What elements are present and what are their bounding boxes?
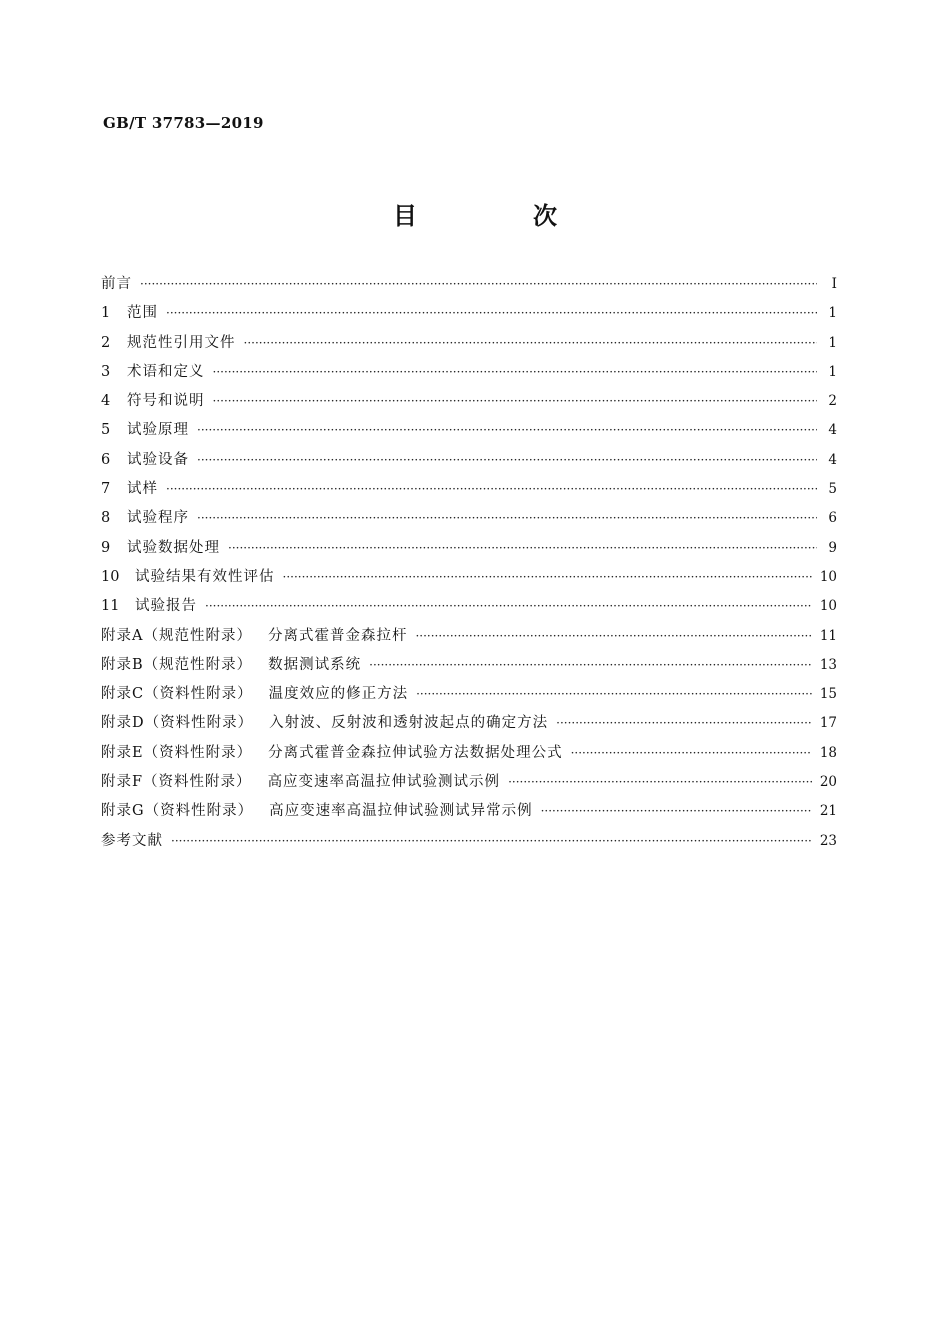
toc-entry[interactable] [101,709,837,738]
toc-entry[interactable] [101,563,837,592]
toc-entry[interactable] [101,270,837,299]
toc-leader-dots [197,416,817,445]
toc-entry-page: 1 [828,334,837,351]
toc-entry[interactable] [101,651,837,680]
toc-leader-dots [508,768,812,797]
toc-entry[interactable] [101,739,837,768]
toc-leader-dots [541,797,812,826]
toc-entry[interactable] [101,446,837,475]
toc-leader-dots [556,709,812,738]
toc-entry[interactable] [101,534,837,563]
toc-entry-title: 试验结果有效性评估 [135,568,275,585]
toc-leader-dots [205,592,812,621]
toc-entry[interactable] [101,416,837,445]
toc-leader-dots [416,680,812,709]
toc-entry-title: 试验报告 [135,598,197,615]
toc-entry-title: 参考文献 [101,832,163,849]
toc-leader-dots [166,299,817,328]
toc-entry-title: 规范性引用文件 [127,334,236,351]
toc-entry-label [101,387,205,416]
toc-entry-title: 入射波、反射波和透射波起点的确定方法 [269,715,549,732]
toc-entry-page: 18 [819,744,837,761]
toc-entry-label [101,622,407,651]
toc-entry-page: 15 [819,686,837,703]
toc-entry-number: 7 [101,481,111,498]
toc-entry-title: 试验设备 [127,451,189,468]
toc-entry-page: 20 [819,774,837,791]
toc-entry-title: 范围 [127,305,158,322]
toc-entry-page: 1 [828,363,837,380]
toc-entry-page: 10 [819,568,837,585]
toc-entry-page: 2 [828,393,837,410]
toc-entry-number: 6 [101,451,111,468]
toc-entry-label [101,534,220,563]
toc-entry-annex: 附录F（资料性附录） [101,774,252,791]
toc-entry-number: 3 [101,363,111,380]
toc-entry-page: 6 [828,510,837,527]
toc-entry-page: 9 [828,539,837,556]
toc-entry-annex: 附录G（资料性附录） [101,803,254,820]
toc-entry-label [101,797,533,826]
toc-leader-dots [171,827,812,856]
toc-entry-annex: 附录B（规范性附录） [101,656,253,673]
toc-leader-dots [228,534,817,563]
toc-entry-label [101,563,275,592]
toc-entry-label [101,270,132,299]
toc-entry-annex: 附录A（规范性附录） [101,627,252,644]
toc-entry[interactable] [101,680,837,709]
toc-entry-title: 试验数据处理 [127,539,220,556]
toc-leader-dots [283,563,812,592]
toc-entry-page: 10 [819,598,837,615]
toc-entry-title: 前言 [101,276,132,292]
toc-entry-label [101,416,189,445]
toc-leader-dots [166,475,817,504]
toc-entry-page: 17 [819,715,837,732]
toc-entry-label [101,358,205,387]
toc-entry[interactable] [101,768,837,797]
page-title: 目 次 [393,201,603,230]
toc-leader-dots [197,504,817,533]
toc-entry-number: 5 [101,422,111,439]
toc-entry[interactable] [101,504,837,533]
toc-entry-label [101,827,163,856]
toc-leader-dots [244,329,818,358]
table-of-contents [101,270,837,856]
toc-entry-label [101,768,500,797]
toc-entry-number: 11 [101,598,120,615]
toc-entry-annex: 附录C（资料性附录） [101,686,253,703]
toc-leader-dots [213,358,818,387]
toc-entry-label [101,709,548,738]
toc-entry-label [101,299,158,328]
toc-entry-title: 温度效应的修正方法 [268,686,409,703]
toc-entry-page: 13 [819,656,837,673]
toc-entry[interactable] [101,329,837,358]
toc-leader-dots [140,270,817,299]
toc-entry[interactable] [101,475,837,504]
toc-entry-annex: 附录D（资料性附录） [101,715,254,732]
toc-entry-page: 23 [819,832,837,849]
toc-leader-dots [415,622,811,651]
toc-entry-label [101,680,408,709]
toc-entry-title: 术语和定义 [127,363,205,380]
toc-entry-page: 1 [828,305,837,322]
toc-entry-title: 试验程序 [127,510,189,527]
toc-entry-title: 高应变速率高温拉伸试验测试异常示例 [269,803,533,820]
toc-entry-page: 11 [819,627,837,644]
toc-entry-number: 9 [101,539,111,556]
toc-entry-number: 2 [101,334,111,351]
toc-entry-title: 分离式霍普金森拉伸试验方法数据处理公式 [268,744,563,761]
toc-entry[interactable] [101,592,837,621]
toc-entry-page: 21 [819,803,837,820]
toc-entry-page: Ⅰ [831,276,837,292]
toc-leader-dots [213,387,818,416]
toc-entry[interactable] [101,797,837,826]
toc-entry[interactable] [101,358,837,387]
toc-leader-dots [369,651,812,680]
toc-entry-page: 5 [828,481,837,498]
toc-entry[interactable] [101,299,837,328]
toc-entry-page: 4 [828,451,837,468]
toc-entry-label [101,504,189,533]
toc-entry-number: 8 [101,510,111,527]
toc-leader-dots [197,446,817,475]
toc-entry-annex: 附录E（资料性附录） [101,744,253,761]
toc-entry-title: 分离式霍普金森拉杆 [267,627,408,644]
toc-entry-label [101,592,197,621]
toc-entry-label [101,651,361,680]
toc-entry-title: 试验原理 [127,422,189,439]
toc-entry-title: 高应变速率高温拉伸试验测试示例 [267,774,501,791]
standard-code: GB/T 37783—2019 [103,114,264,132]
toc-entry-number: 10 [101,568,120,585]
toc-entry-label [101,739,563,768]
toc-entry[interactable] [101,827,837,856]
toc-entry-label [101,329,236,358]
toc-entry-label [101,475,158,504]
toc-entry-title: 数据测试系统 [268,656,362,673]
toc-entry[interactable] [101,622,837,651]
toc-entry-title: 试样 [127,481,158,498]
toc-entry-number: 4 [101,393,111,410]
toc-entry-label [101,446,189,475]
toc-entry-page: 4 [828,422,837,439]
toc-entry-number: 1 [101,305,111,322]
toc-leader-dots [571,739,812,768]
toc-entry[interactable] [101,387,837,416]
toc-entry-title: 符号和说明 [127,393,205,410]
